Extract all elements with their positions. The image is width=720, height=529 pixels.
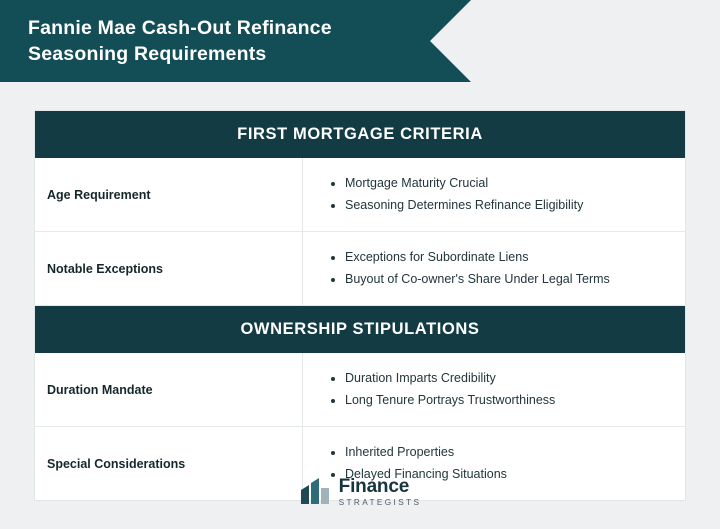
list-item: • Mortgage Maturity Crucial — [345, 173, 671, 195]
section-header-first-mortgage-criteria: FIRST MORTGAGE CRITERIA — [35, 111, 685, 158]
page-title: Fannie Mae Cash-Out Refinance Seasoning Requirements — [28, 16, 332, 65]
list-item: • Buyout of Co-owner's Share Under Legal Terms — [345, 269, 671, 291]
header-banner — [0, 0, 430, 82]
finance-strategists-bar-chart-icon — [299, 477, 331, 507]
row-label-notable-exceptions: Notable Exceptions — [35, 232, 303, 305]
list-item: • Delayed Financing Situations — [345, 464, 671, 486]
list-item: • Seasoning Determines Refinance Eligibility — [345, 195, 671, 217]
list-item: • Inherited Properties — [345, 442, 671, 464]
list-item: • Duration Imparts Credibility — [345, 368, 671, 390]
list-item: • Long Tenure Portrays Trustworthiness — [345, 390, 671, 412]
logo-sub-text: STRATEGISTS — [338, 497, 422, 507]
logo-main-text: Finance — [338, 475, 410, 497]
list-item: • Exceptions for Subordinate Liens — [345, 247, 671, 269]
table-row — [35, 232, 685, 306]
section-header-ownership-stipulations: OWNERSHIP STIPULATIONS — [35, 306, 685, 353]
row-items-duration-mandate — [303, 353, 685, 426]
row-label-age-requirement: Age Requirement — [35, 158, 303, 231]
table-row — [35, 158, 685, 232]
row-items-notable-exceptions — [303, 232, 685, 305]
table-row — [35, 353, 685, 427]
footer-logo — [0, 477, 720, 507]
row-label-duration-mandate: Duration Mandate — [35, 353, 303, 426]
row-items-age-requirement — [303, 158, 685, 231]
row-label-special-considerations: Special Considerations — [35, 427, 303, 500]
logo-wordmark — [339, 477, 422, 507]
criteria-table — [34, 110, 686, 501]
